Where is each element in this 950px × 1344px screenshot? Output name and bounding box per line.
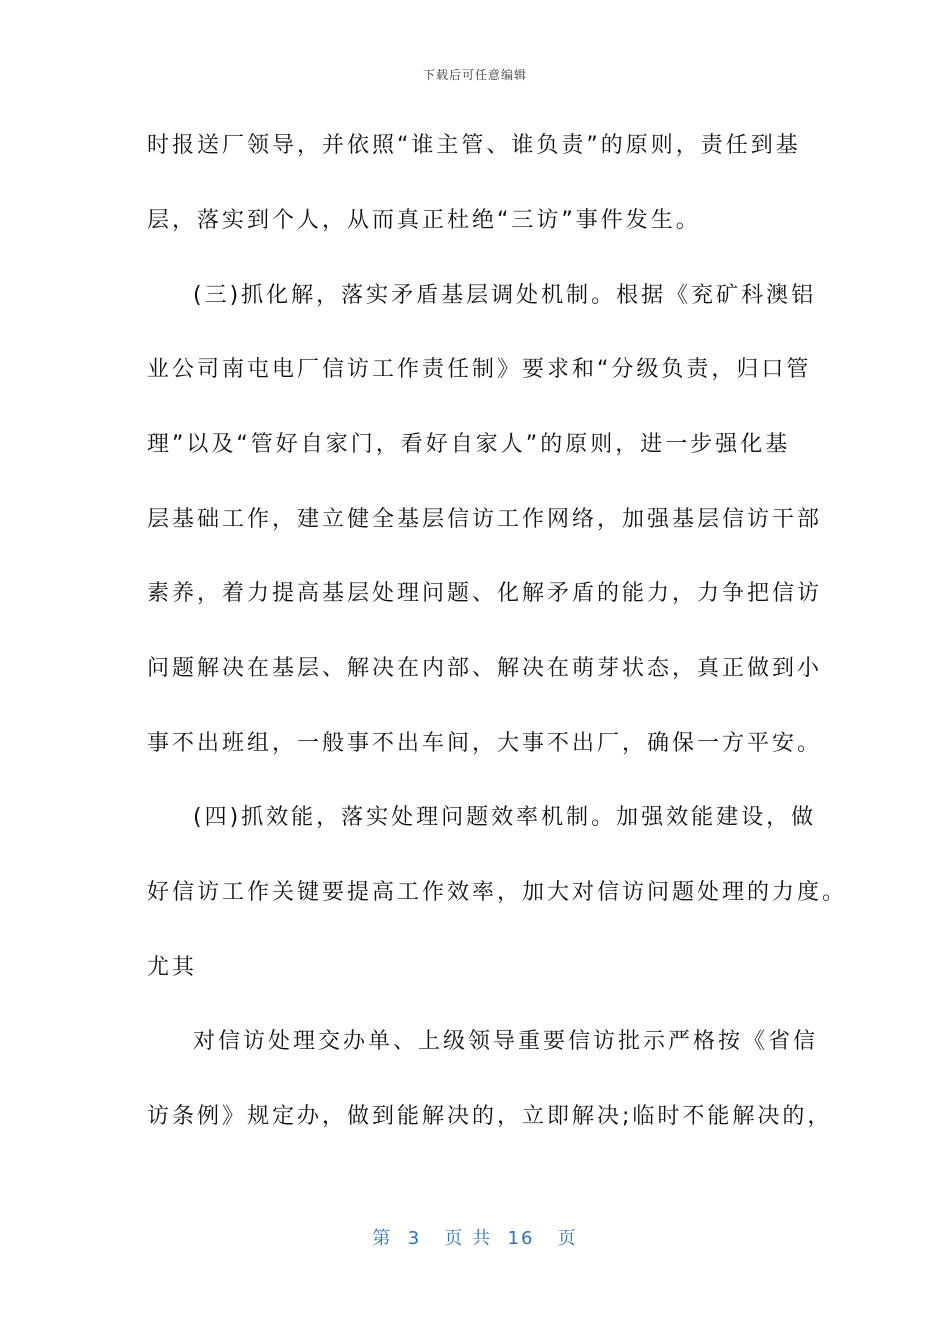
page-number-footer: 第 3 页 共 16 页: [372, 1228, 578, 1249]
text-line-3: (三)抓化解，落实矛盾基层调处机制。根据《兖矿科澳铝: [193, 283, 817, 308]
text-line-8: 问题解决在基层、解决在内部、解决在萌芽状态，真正做到小: [147, 656, 823, 681]
text-line-12: 尤其: [147, 955, 198, 980]
text-line-7: 素养，着力提高基层处理问题、化解矛盾的能力，力争把信访: [147, 581, 823, 606]
text-line-2: 层，落实到个人，从而真正杜绝“三访”事件发生。: [147, 208, 701, 233]
text-line-9: 事不出班组，一般事不出车间，大事不出厂，确保一方平安。: [147, 731, 823, 756]
text-line-1: 时报送厂领导，并依照“谁主管、谁负责”的原则，责任到基: [147, 133, 801, 158]
text-line-6: 层基础工作，建立健全基层信访工作网络，加强基层信访干部: [147, 507, 823, 532]
text-line-14: 访条例》规定办，做到能解决的，立即解决;临时不能解决的，: [147, 1104, 833, 1129]
page-header-note: 下载后可任意编辑: [422, 68, 527, 82]
text-line-13: 对信访处理交办单、上级领导重要信访批示严格按《省信: [193, 1029, 819, 1054]
text-line-10: (四)抓效能，落实处理问题效率机制。加强效能建设，做: [193, 805, 817, 830]
text-line-4: 业公司南屯电厂信访工作责任制》要求和“分级负责，归口管: [147, 357, 812, 382]
text-line-11: 好信访工作关键要提高工作效率，加大对信访问题处理的力度。: [147, 880, 848, 905]
text-line-5: 理”以及“管好自家门，看好自家人”的原则，进一步强化基: [147, 432, 791, 457]
